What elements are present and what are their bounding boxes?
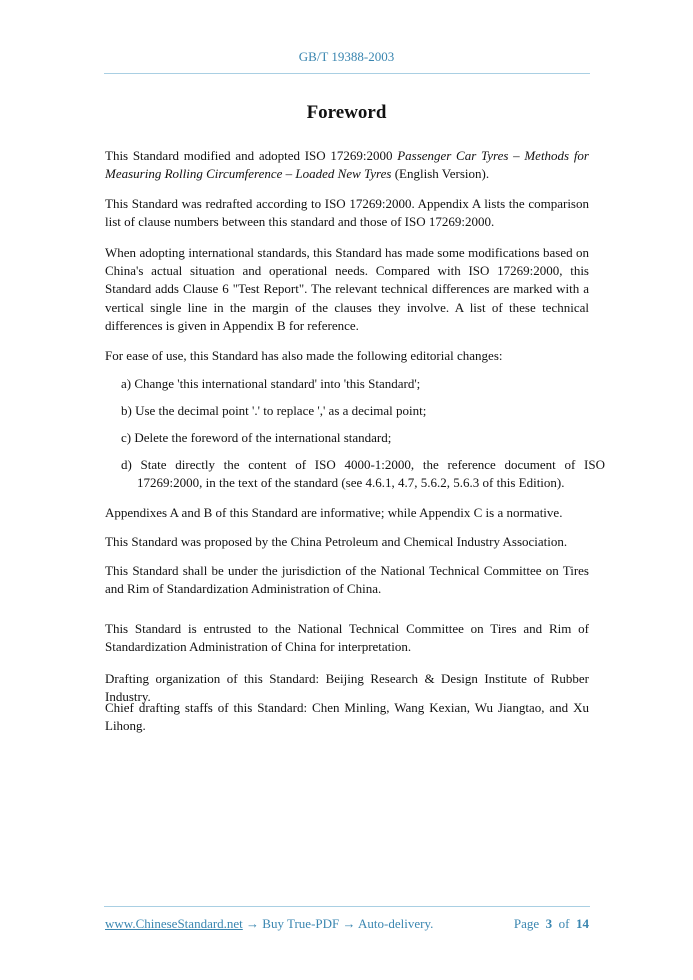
list-item: b) Use the decimal point '.' to replace ',' as a decimal point; [121, 403, 427, 418]
footer-promo-text: → Buy True-PDF → Auto-delivery. [242, 916, 434, 931]
header-doc-id: GB/T 19388-2003 [298, 49, 395, 64]
paragraph-editorial-intro: For ease of use, this Standard has also made the following editorial changes: [105, 348, 503, 363]
paragraph-drafting-org: Drafting organization of this Standard: Beijing Research & Design Institute of Rubber Industry. [105, 671, 589, 705]
page-total: 14 [576, 916, 589, 931]
paragraph-proposed: This Standard was proposed by the China Petroleum and Chemical Industry Association. [105, 534, 568, 549]
paragraph-modifications: When adopting international standards, this Standard has made some modifications based on China's actual situation and operational needs. Compared with ISO 17269:2000, this Standard adds Clause 6 "Test Report". The relevant technical differences are marked with a vertical single line in the margin of the clauses they involve. A list of these technical differences is given in Appendix B for reference. [105, 245, 589, 333]
page-label: Page [513, 916, 540, 931]
paragraph-interpretation: This Standard is entrusted to the National Technical Committee on Tires and Rim of Standardization Administration of China for interpretation. [105, 621, 589, 655]
paragraph-adoption: This Standard modified and adopted ISO 17269:2000 Passenger Car Tyres – Methods for Measuring Rolling Circumference – Loaded New Tyres (English Version). [105, 148, 589, 182]
header-divider [104, 73, 590, 74]
footer-divider [104, 906, 590, 907]
page-indicator [514, 916, 589, 932]
chinesestandard-link[interactable]: www.ChineseStandard.net [105, 916, 243, 931]
page-current: 3 [545, 916, 553, 931]
footer-promo [105, 916, 433, 932]
paragraph-appendixes: Appendixes A and B of this Standard are informative; while Appendix C is a normative. [105, 505, 563, 520]
list-item: c) Delete the foreword of the international standard; [121, 430, 392, 445]
page-title: Foreword [306, 102, 387, 123]
list-item: a) Change 'this international standard' into 'this Standard'; [121, 376, 421, 391]
list-item: d) State directly the content of ISO 4000-1:2000, the reference document of ISO 17269:2000, in the text of the standard (see 4.6.1, 4.7, 5.6.2, 5.6.3 of this Edition). [121, 457, 605, 491]
paragraph-drafting-staff: Chief drafting staffs of this Standard: Chen Minling, Wang Kexian, Wu Jiangtao, and Xu Lihong. [105, 700, 589, 734]
footer [105, 916, 589, 932]
of-label: of [558, 916, 570, 931]
paragraph-jurisdiction: This Standard shall be under the jurisdiction of the National Technical Committee on Tires and Rim of Standardization Administration of China. [105, 563, 589, 597]
paragraph-redrafted: This Standard was redrafted according to ISO 17269:2000. Appendix A lists the comparison list of clause numbers between this standard and those of ISO 17269:2000. [105, 196, 589, 230]
